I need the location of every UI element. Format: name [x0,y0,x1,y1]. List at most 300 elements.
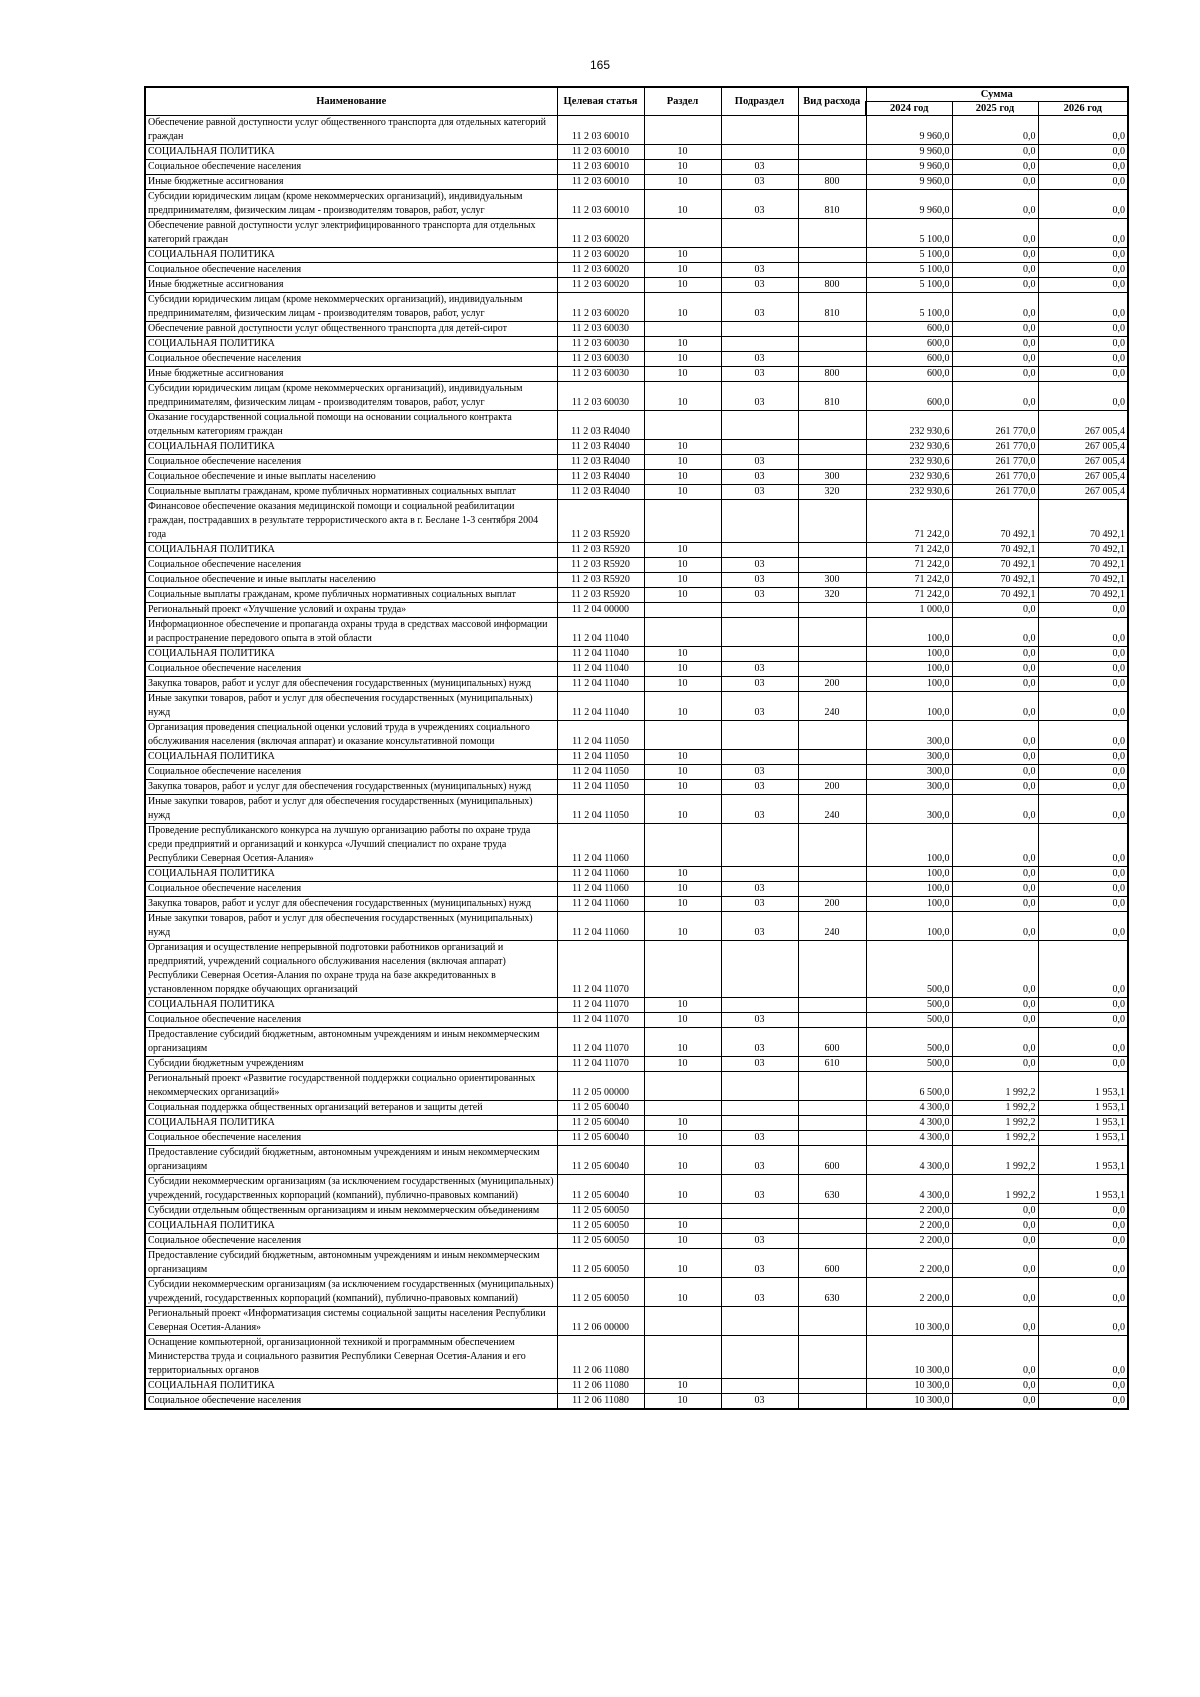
row-name: Субсидии бюджетным учреждениям [145,1057,557,1072]
row-sum-2025: 0,0 [952,795,1038,824]
row-sum-2025: 0,0 [952,1219,1038,1234]
row-target-code: 11 2 03 60010 [557,145,644,160]
row-section [644,603,721,618]
row-subsection: 03 [721,588,798,603]
row-sum-2026: 0,0 [1038,1379,1128,1394]
row-section: 10 [644,647,721,662]
table-row [145,1175,1128,1204]
row-sum-2026: 0,0 [1038,765,1128,780]
row-subsection: 03 [721,1234,798,1249]
row-exp-type: 600 [798,1028,866,1057]
row-sum-2024: 5 100,0 [866,248,952,263]
row-sum-2026: 70 492,1 [1038,588,1128,603]
row-sum-2025: 0,0 [952,647,1038,662]
table-row [145,145,1128,160]
table-row [145,322,1128,337]
row-name: Социальное обеспечение населения [145,1131,557,1146]
table-row [145,190,1128,219]
row-sum-2026: 0,0 [1038,998,1128,1013]
row-sum-2025: 261 770,0 [952,455,1038,470]
row-target-code: 11 2 05 00000 [557,1072,644,1101]
row-sum-2024: 500,0 [866,1028,952,1057]
row-target-code: 11 2 03 60020 [557,248,644,263]
row-sum-2025: 0,0 [952,248,1038,263]
row-target-code: 11 2 03 60030 [557,367,644,382]
row-section: 10 [644,293,721,322]
row-exp-type: 800 [798,175,866,190]
row-subsection: 03 [721,677,798,692]
row-sum-2026: 0,0 [1038,382,1128,411]
row-target-code: 11 2 04 00000 [557,603,644,618]
row-target-code: 11 2 03 60030 [557,382,644,411]
row-sum-2025: 1 992,2 [952,1072,1038,1101]
row-subsection: 03 [721,160,798,175]
row-sum-2025: 0,0 [952,219,1038,248]
table-row [145,721,1128,750]
row-sum-2026: 0,0 [1038,824,1128,867]
table-row [145,750,1128,765]
table-row [145,175,1128,190]
row-sum-2024: 232 930,6 [866,455,952,470]
row-target-code: 11 2 03 R5920 [557,573,644,588]
row-sum-2024: 71 242,0 [866,588,952,603]
row-sum-2026: 0,0 [1038,175,1128,190]
row-section: 10 [644,1278,721,1307]
row-target-code: 11 2 03 60020 [557,263,644,278]
row-section [644,219,721,248]
row-exp-type: 810 [798,293,866,322]
header-section: Раздел [644,87,721,116]
row-exp-type [798,824,866,867]
row-subsection [721,411,798,440]
row-target-code: 11 2 03 R5920 [557,543,644,558]
row-section: 10 [644,352,721,367]
row-sum-2026: 0,0 [1038,721,1128,750]
row-sum-2025: 0,0 [952,160,1038,175]
row-sum-2025: 70 492,1 [952,543,1038,558]
table-header [145,87,1128,116]
row-sum-2025: 70 492,1 [952,500,1038,543]
row-name: Социальное обеспечение и иные выплаты населению [145,470,557,485]
table-row [145,1394,1128,1410]
row-section: 10 [644,440,721,455]
row-sum-2026: 0,0 [1038,941,1128,998]
row-sum-2026: 0,0 [1038,780,1128,795]
row-sum-2024: 100,0 [866,867,952,882]
row-section: 10 [644,897,721,912]
row-sum-2026: 0,0 [1038,367,1128,382]
row-sum-2024: 10 300,0 [866,1379,952,1394]
row-sum-2025: 0,0 [952,867,1038,882]
table-row [145,941,1128,998]
row-sum-2024: 4 300,0 [866,1146,952,1175]
row-section: 10 [644,1234,721,1249]
row-sum-2024: 100,0 [866,897,952,912]
row-sum-2026: 0,0 [1038,1234,1128,1249]
table-row [145,1234,1128,1249]
row-exp-type [798,1013,866,1028]
row-sum-2026: 0,0 [1038,293,1128,322]
row-subsection: 03 [721,1131,798,1146]
table-row [145,1116,1128,1131]
row-sum-2026: 0,0 [1038,647,1128,662]
row-section: 10 [644,248,721,263]
row-subsection: 03 [721,897,798,912]
row-section: 10 [644,1379,721,1394]
row-exp-type [798,618,866,647]
row-target-code: 11 2 04 11060 [557,824,644,867]
row-subsection: 03 [721,780,798,795]
table-row [145,677,1128,692]
row-sum-2024: 9 960,0 [866,190,952,219]
row-subsection [721,998,798,1013]
row-exp-type: 600 [798,1249,866,1278]
row-section: 10 [644,1146,721,1175]
row-sum-2024: 10 300,0 [866,1307,952,1336]
row-sum-2024: 100,0 [866,912,952,941]
row-subsection [721,248,798,263]
row-sum-2024: 71 242,0 [866,573,952,588]
row-subsection [721,1336,798,1379]
row-name: Социальное обеспечение населения [145,1234,557,1249]
row-sum-2025: 0,0 [952,1028,1038,1057]
row-exp-type: 300 [798,573,866,588]
row-sum-2025: 0,0 [952,263,1038,278]
row-exp-type [798,500,866,543]
row-sum-2024: 6 500,0 [866,1072,952,1101]
table-row [145,882,1128,897]
row-subsection: 03 [721,1249,798,1278]
row-sum-2025: 0,0 [952,824,1038,867]
row-sum-2024: 300,0 [866,750,952,765]
row-section: 10 [644,912,721,941]
row-name: Иные закупки товаров, работ и услуг для обеспечения государственных (муниципальных) нужд [145,912,557,941]
row-subsection [721,116,798,145]
row-subsection [721,1204,798,1219]
row-sum-2026: 1 953,1 [1038,1146,1128,1175]
row-section: 10 [644,588,721,603]
row-sum-2024: 100,0 [866,824,952,867]
row-name: СОЦИАЛЬНАЯ ПОЛИТИКА [145,145,557,160]
row-subsection: 03 [721,367,798,382]
row-subsection [721,1379,798,1394]
row-exp-type [798,352,866,367]
row-section: 10 [644,1219,721,1234]
row-subsection: 03 [721,190,798,219]
row-target-code: 11 2 05 60040 [557,1175,644,1204]
row-sum-2024: 2 200,0 [866,1219,952,1234]
row-exp-type [798,558,866,573]
row-section [644,411,721,440]
row-section: 10 [644,1175,721,1204]
row-target-code: 11 2 04 11040 [557,662,644,677]
row-sum-2025: 1 992,2 [952,1101,1038,1116]
row-exp-type: 810 [798,382,866,411]
row-exp-type [798,1307,866,1336]
row-name: СОЦИАЛЬНАЯ ПОЛИТИКА [145,440,557,455]
row-exp-type: 240 [798,692,866,721]
row-name: Предоставление субсидий бюджетным, автономным учреждениям и иным некоммерческим организациям [145,1249,557,1278]
table-row [145,897,1128,912]
row-subsection: 03 [721,470,798,485]
row-name: Финансовое обеспечение оказания медицинской помощи и социальной реабилитации граждан, пострадавших в результате террористического акта в г. Беслане 1-3 сентября 2004 года [145,500,557,543]
row-sum-2026: 0,0 [1038,618,1128,647]
table-row [145,1146,1128,1175]
row-sum-2025: 261 770,0 [952,440,1038,455]
row-name: Субсидии юридическим лицам (кроме некоммерческих организаций), индивидуальным предпринимателям, физическим лицам - производителям товаров, работ, услуг [145,190,557,219]
row-sum-2024: 232 930,6 [866,411,952,440]
row-sum-2024: 500,0 [866,998,952,1013]
table-row [145,1013,1128,1028]
row-exp-type [798,1204,866,1219]
row-name: Оснащение компьютерной, организационной техникой и программным обеспечением Министерства труда и социального развития Республики Северная Осетия-Алания и его территориальных органов [145,1336,557,1379]
row-exp-type [798,1234,866,1249]
row-sum-2026: 1 953,1 [1038,1131,1128,1146]
table-row [145,603,1128,618]
row-sum-2026: 0,0 [1038,219,1128,248]
row-subsection [721,543,798,558]
row-sum-2024: 100,0 [866,882,952,897]
row-subsection [721,941,798,998]
row-section: 10 [644,145,721,160]
table-row [145,867,1128,882]
row-name: Проведение республиканского конкурса на лучшую организацию работы по охране труда среди предприятий и организаций и конкурса «Лучший специалист по охране труда Республики Северная Осетия-Алания» [145,824,557,867]
row-target-code: 11 2 04 11060 [557,882,644,897]
row-sum-2024: 600,0 [866,322,952,337]
row-target-code: 11 2 03 60030 [557,352,644,367]
row-sum-2026: 267 005,4 [1038,411,1128,440]
row-sum-2026: 267 005,4 [1038,440,1128,455]
row-section: 10 [644,867,721,882]
row-section: 10 [644,337,721,352]
row-exp-type: 300 [798,470,866,485]
row-sum-2024: 71 242,0 [866,558,952,573]
row-name: Оказание государственной социальной помощи на основании социального контракта отдельным категориям граждан [145,411,557,440]
table-body [145,116,1128,1410]
row-target-code: 11 2 03 60030 [557,337,644,352]
row-sum-2026: 0,0 [1038,337,1128,352]
row-sum-2024: 2 200,0 [866,1204,952,1219]
row-subsection [721,824,798,867]
row-sum-2026: 70 492,1 [1038,558,1128,573]
row-name: СОЦИАЛЬНАЯ ПОЛИТИКА [145,1219,557,1234]
row-exp-type: 610 [798,1057,866,1072]
row-section [644,941,721,998]
row-name: СОЦИАЛЬНАЯ ПОЛИТИКА [145,647,557,662]
row-sum-2024: 4 300,0 [866,1175,952,1204]
row-sum-2025: 0,0 [952,352,1038,367]
table-row [145,543,1128,558]
table-row [145,780,1128,795]
row-subsection: 03 [721,765,798,780]
row-sum-2025: 0,0 [952,382,1038,411]
row-sum-2024: 2 200,0 [866,1234,952,1249]
row-section: 10 [644,278,721,293]
table-row [145,795,1128,824]
row-name: Иные бюджетные ассигнования [145,367,557,382]
row-sum-2026: 0,0 [1038,1394,1128,1410]
row-section: 10 [644,263,721,278]
row-name: Закупка товаров, работ и услуг для обеспечения государственных (муниципальных) нужд [145,897,557,912]
row-subsection [721,1307,798,1336]
row-sum-2024: 4 300,0 [866,1131,952,1146]
row-sum-2026: 0,0 [1038,263,1128,278]
row-sum-2025: 261 770,0 [952,470,1038,485]
row-sum-2026: 0,0 [1038,1278,1128,1307]
row-name: СОЦИАЛЬНАЯ ПОЛИТИКА [145,337,557,352]
row-name: Организация проведения специальной оценки условий труда в учреждениях социального обслуживания населения (включая аппарат) и оказание консультативной помощи [145,721,557,750]
row-section: 10 [644,765,721,780]
table-row [145,382,1128,411]
row-sum-2024: 300,0 [866,765,952,780]
row-target-code: 11 2 05 60050 [557,1204,644,1219]
row-section: 10 [644,382,721,411]
row-sum-2024: 9 960,0 [866,145,952,160]
row-exp-type [798,603,866,618]
table-row [145,1379,1128,1394]
table-row [145,219,1128,248]
row-subsection: 03 [721,1394,798,1410]
row-sum-2025: 0,0 [952,1013,1038,1028]
row-name: Социальное обеспечение населения [145,558,557,573]
row-exp-type [798,1131,866,1146]
row-target-code: 11 2 06 11080 [557,1336,644,1379]
row-name: СОЦИАЛЬНАЯ ПОЛИТИКА [145,1379,557,1394]
row-sum-2025: 0,0 [952,780,1038,795]
header-y2024: 2024 год [866,102,952,116]
row-section [644,824,721,867]
row-sum-2026: 0,0 [1038,882,1128,897]
row-sum-2025: 0,0 [952,941,1038,998]
table-row [145,647,1128,662]
row-name: Субсидии юридическим лицам (кроме некоммерческих организаций), индивидуальным предпринимателям, физическим лицам - производителям товаров, работ, услуг [145,293,557,322]
table-row [145,352,1128,367]
row-sum-2025: 0,0 [952,882,1038,897]
row-subsection: 03 [721,795,798,824]
row-exp-type [798,1072,866,1101]
row-sum-2024: 100,0 [866,618,952,647]
row-exp-type [798,765,866,780]
row-section: 10 [644,662,721,677]
row-sum-2026: 0,0 [1038,278,1128,293]
row-subsection [721,500,798,543]
row-exp-type [798,440,866,455]
row-sum-2024: 300,0 [866,780,952,795]
row-sum-2026: 70 492,1 [1038,500,1128,543]
row-exp-type [798,116,866,145]
row-subsection [721,867,798,882]
row-section [644,721,721,750]
table-row [145,692,1128,721]
table-row [145,116,1128,145]
table-row [145,1204,1128,1219]
row-name: Социальное обеспечение населения [145,160,557,175]
row-name: Организация и осуществление непрерывной подготовки работников организаций и предприятий, учреждений социального обслуживания населения (включая аппарат) Республики Северная Осетия-Алания по охране труда на базе аккредитованных в установленном порядке обучающих организаций [145,941,557,998]
row-sum-2024: 300,0 [866,721,952,750]
row-exp-type: 320 [798,485,866,500]
row-sum-2025: 0,0 [952,897,1038,912]
row-target-code: 11 2 04 11070 [557,1013,644,1028]
table-row [145,1057,1128,1072]
table-row [145,1336,1128,1379]
row-sum-2026: 0,0 [1038,160,1128,175]
row-sum-2026: 0,0 [1038,1057,1128,1072]
row-target-code: 11 2 03 R4040 [557,455,644,470]
row-name: СОЦИАЛЬНАЯ ПОЛИТИКА [145,1116,557,1131]
row-name: Предоставление субсидий бюджетным, автономным учреждениям и иным некоммерческим организациям [145,1028,557,1057]
row-name: Социальное обеспечение населения [145,662,557,677]
row-sum-2025: 70 492,1 [952,558,1038,573]
table-row [145,485,1128,500]
row-name: Социальное обеспечение населения [145,882,557,897]
row-subsection [721,337,798,352]
row-exp-type: 240 [798,795,866,824]
row-name: Иные бюджетные ассигнования [145,278,557,293]
row-sum-2026: 0,0 [1038,1219,1128,1234]
row-target-code: 11 2 04 11050 [557,750,644,765]
row-exp-type [798,145,866,160]
row-name: Социальное обеспечение населения [145,455,557,470]
row-target-code: 11 2 03 R5920 [557,500,644,543]
row-sum-2026: 0,0 [1038,897,1128,912]
row-sum-2025: 0,0 [952,662,1038,677]
row-sum-2024: 232 930,6 [866,440,952,455]
row-section: 10 [644,1116,721,1131]
row-sum-2026: 1 953,1 [1038,1072,1128,1101]
row-exp-type [798,160,866,175]
row-subsection: 03 [721,573,798,588]
row-sum-2026: 267 005,4 [1038,455,1128,470]
row-sum-2026: 0,0 [1038,1028,1128,1057]
row-subsection: 03 [721,263,798,278]
row-exp-type [798,750,866,765]
row-sum-2025: 0,0 [952,1057,1038,1072]
table-row [145,765,1128,780]
row-name: Обеспечение равной доступности услуг общественного транспорта для отдельных категорий граждан [145,116,557,145]
row-sum-2026: 70 492,1 [1038,543,1128,558]
budget-table [144,86,1129,1410]
row-sum-2025: 0,0 [952,912,1038,941]
row-sum-2026: 0,0 [1038,867,1128,882]
row-subsection: 03 [721,485,798,500]
row-section [644,1307,721,1336]
row-name: Иные бюджетные ассигнования [145,175,557,190]
row-target-code: 11 2 04 11070 [557,1057,644,1072]
row-exp-type: 240 [798,912,866,941]
row-subsection [721,440,798,455]
row-sum-2024: 2 200,0 [866,1249,952,1278]
row-exp-type [798,263,866,278]
row-name: Социальное обеспечение населения [145,765,557,780]
row-subsection: 03 [721,662,798,677]
row-exp-type [798,1394,866,1410]
row-section [644,1204,721,1219]
row-subsection [721,647,798,662]
row-section [644,116,721,145]
row-subsection: 03 [721,352,798,367]
row-subsection: 03 [721,912,798,941]
row-exp-type: 630 [798,1175,866,1204]
page-number: 165 [589,58,611,72]
row-name: Обеспечение равной доступности услуг электрифицированного транспорта для отдельных категорий граждан [145,219,557,248]
row-exp-type [798,941,866,998]
row-sum-2024: 5 100,0 [866,263,952,278]
row-name: Региональный проект «Развитие государственной поддержки социально ориентированных некоммерческих организаций» [145,1072,557,1101]
row-target-code: 11 2 04 11040 [557,618,644,647]
table-row [145,1219,1128,1234]
row-target-code: 11 2 05 60040 [557,1146,644,1175]
row-exp-type [798,1379,866,1394]
